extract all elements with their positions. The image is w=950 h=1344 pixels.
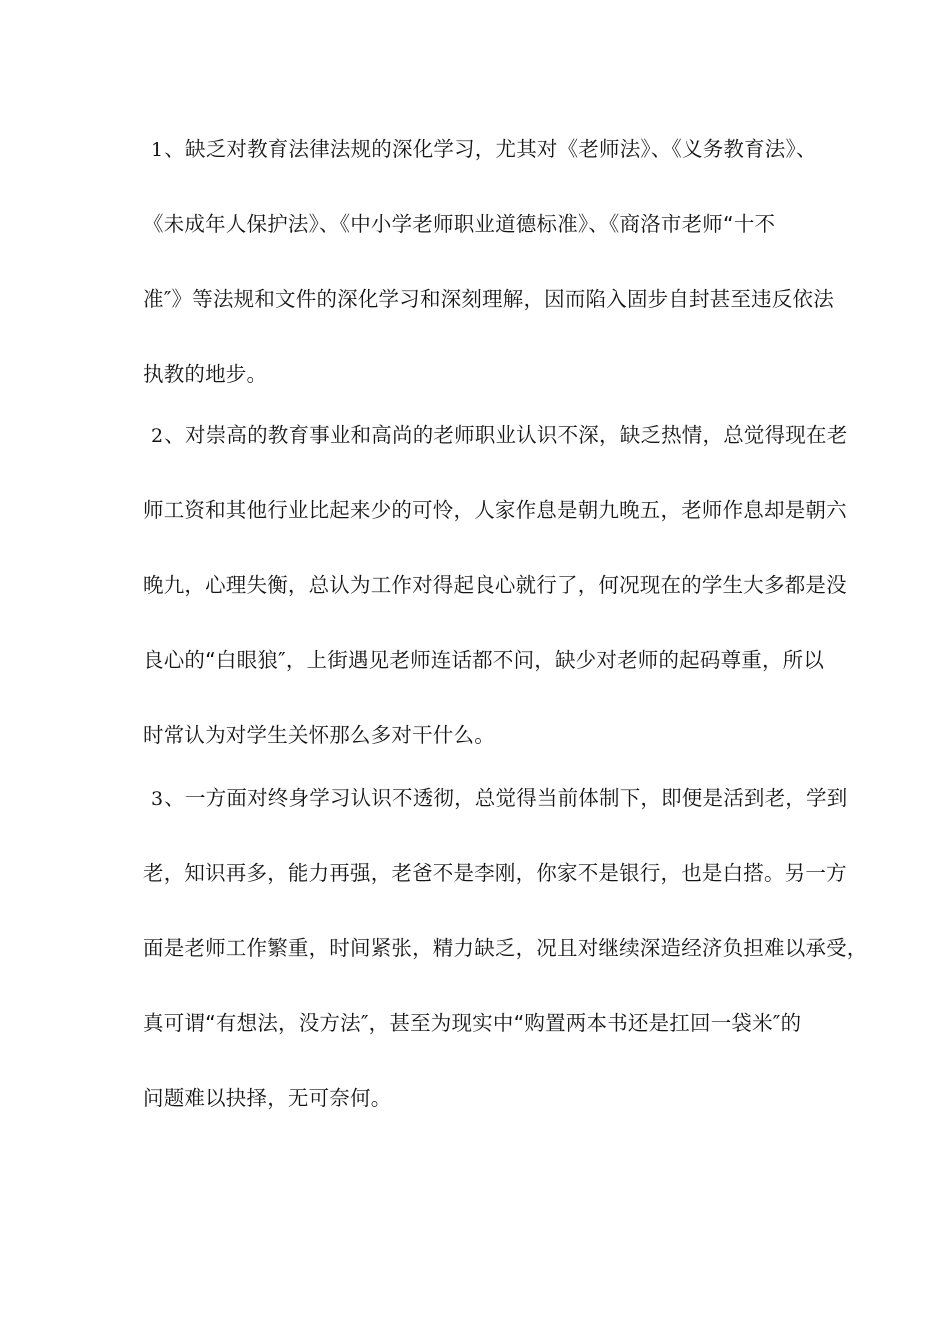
paragraph-3-line-3: 面是老师工作繁重，时间紧张，精力缺乏，况且对继续深造经济负担难以承受， xyxy=(143,936,868,960)
paragraph-2-text: 、对崇高的教育事业和高尚的老师职业认识不深，缺乏热情，总觉得现在老 xyxy=(164,423,848,447)
paragraph-3-line-1 xyxy=(143,783,848,813)
paragraph-1-line-1 xyxy=(143,134,823,164)
paragraph-1-line-3: 准″》等法规和文件的深化学习和深刻理解，因而陷入固步自封甚至违反依法 xyxy=(143,287,834,311)
paragraph-3-number: 3 xyxy=(151,788,164,810)
paragraph-2-number: 2 xyxy=(151,425,164,447)
paragraph-1-text: 、缺乏对教育法律法规的深化学习，尤其对《老师法》、《义务教育法》、 xyxy=(164,137,817,161)
paragraph-1-number: 1 xyxy=(151,139,164,161)
paragraph-1-line-4: 执教的地步。 xyxy=(143,362,268,386)
paragraph-3-line-4: 真可谓“有想法，没方法″，甚至为现实中“购置两本书还是扛回一袋米″的 xyxy=(143,1011,802,1035)
paragraph-2-line-1 xyxy=(143,420,848,450)
paragraph-2-line-2: 师工资和其他行业比起来少的可怜，人家作息是朝九晚五，老师作息却是朝六 xyxy=(143,498,847,522)
paragraph-3-line-5: 问题难以抉择，无可奈何。 xyxy=(143,1086,392,1110)
paragraph-2-line-5: 时常认为对学生关怀那么多对干什么。 xyxy=(143,723,495,747)
paragraph-3-line-2: 老，知识再多，能力再强，老爸不是李刚，你家不是银行，也是白搭。另一方 xyxy=(143,861,847,885)
paragraph-2-line-4: 良心的“白眼狼″，上街遇见老师连话都不问，缺少对老师的起码尊重，所以 xyxy=(143,648,825,672)
paragraph-3-text: 、一方面对终身学习认识不透彻，总觉得当前体制下，即便是活到老，学到 xyxy=(164,786,848,810)
paragraph-1-line-2: 《未成年人保护法》、《中小学老师职业道德标准》、《商洛市老师“十不 xyxy=(143,212,776,236)
paragraph-2-line-3: 晚九，心理失衡，总认为工作对得起良心就行了，何况现在的学生大多都是没 xyxy=(143,573,847,597)
